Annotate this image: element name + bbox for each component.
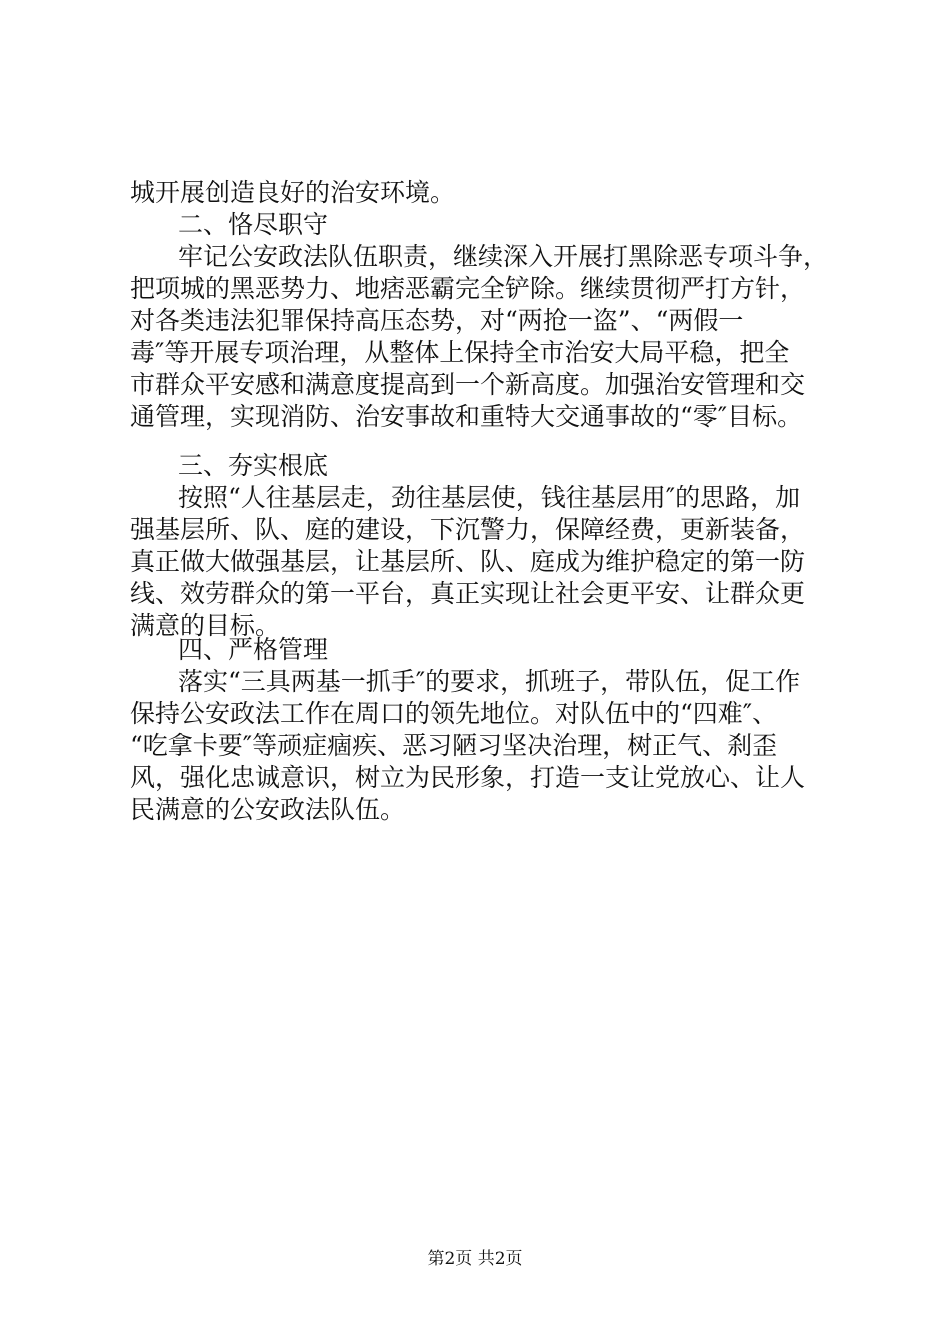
text-line: 满意的目标。 (130, 611, 281, 640)
section-heading: 三、夯实根底 (178, 451, 329, 480)
section-heading: 四、严格管理 (178, 635, 329, 664)
text-line: “吃拿卡要″等顽症痼疾、恶习陋习坚决治理，树正气、刹歪 (130, 731, 778, 760)
text-line: 毒″等开展专项治理，从整体上保持全市治安大局平稳，把全 (130, 338, 790, 367)
text-line: 按照“人往基层走，劲往基层使，钱往基层用″的思路，加 (178, 483, 801, 512)
text-line: 真正做大做强基层，让基层所、队、庭成为维护稳定的第一防 (130, 547, 806, 576)
page-number-footer: 第2页 共2页 (427, 1249, 523, 1269)
text-line: 落实“三具两基一抓手″的要求，抓班子，带队伍，促工作 (178, 667, 801, 696)
text-line: 对各类违法犯罪保持高压态势，对“两抢一盗”、“两假一 (130, 306, 744, 335)
text-line: 强基层所、队、庭的建设，下沉警力，保障经费，更新装备， (130, 515, 806, 544)
text-line: 线、效劳群众的第一平台，真正实现让社会更平安、让群众更 (130, 579, 806, 608)
text-line: 风，强化忠诚意识，树立为民形象，打造一支让党放心、让人 (130, 763, 806, 792)
text-line: 保持公安政法工作在周口的领先地位。对队伍中的“四难″、 (130, 699, 778, 728)
text-line: 通管理，实现消防、治安事故和重特大交通事故的“零″目标。 (130, 402, 803, 431)
section-heading: 二、恪尽职守 (178, 210, 329, 239)
text-line: 把项城的黑恶势力、地痞恶霸完全铲除。继续贯彻严打方针， (130, 274, 806, 303)
text-line: 民满意的公安政法队伍。 (130, 795, 406, 824)
text-line: 市群众平安感和满意度提高到一个新高度。加强治安管理和交 (130, 370, 806, 399)
text-line: 牢记公安政法队伍职责，继续深入开展打黑除恶专项斗争， (178, 242, 829, 271)
text-line: 城开展创造良好的治安环境。 (130, 178, 456, 207)
